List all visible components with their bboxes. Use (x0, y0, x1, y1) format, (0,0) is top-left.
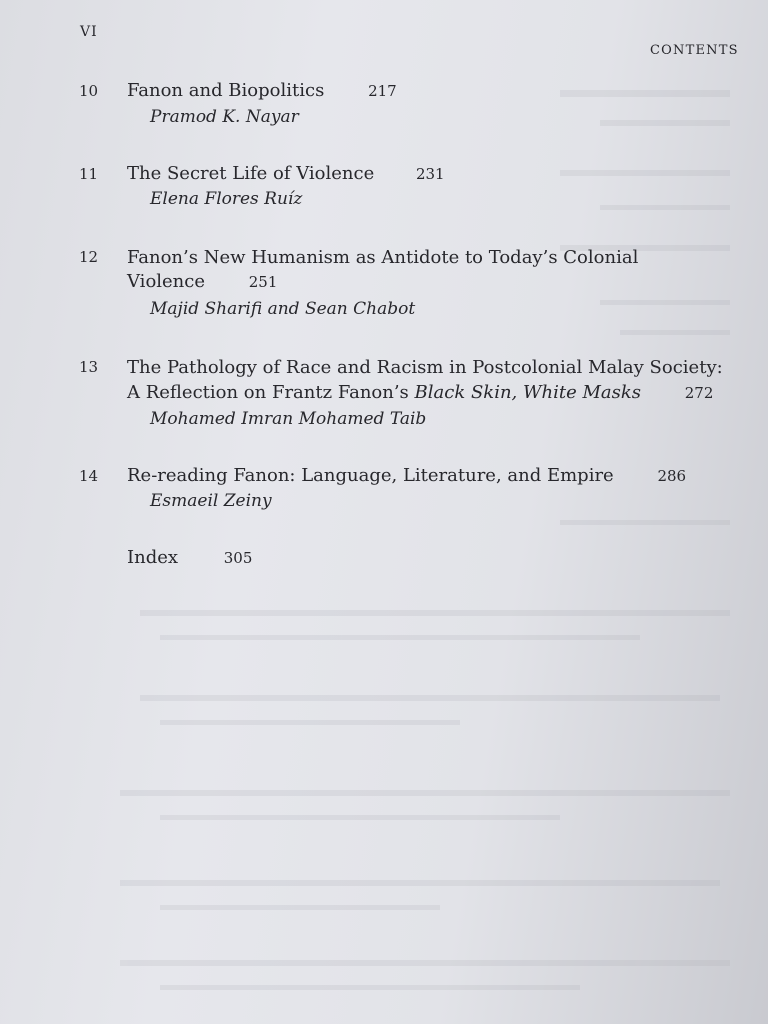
chapter-title (127, 463, 686, 489)
chapter-page-number: 217 (368, 82, 397, 100)
chapter-title-text: The Secret Life of Violence (127, 163, 375, 184)
chapter-title-line-1: The Pathology of Race and Racism in Postcolonial Malay Society: (127, 357, 723, 378)
chapter-title-text: Violence (127, 271, 206, 292)
chapter-author: Mohamed Imran Mohamed Taib (150, 409, 427, 429)
chapter-number: 13 (79, 358, 99, 376)
index-page-number: 305 (223, 549, 253, 567)
chapter-title-line-2 (127, 269, 277, 295)
chapter-page-number: 251 (248, 273, 278, 291)
chapter-title-text: Re-reading Fanon: Language, Literature, and Empire (127, 465, 614, 486)
chapter-title (127, 161, 445, 187)
chapter-page-number: 231 (415, 165, 445, 183)
chapter-number: 14 (79, 467, 99, 485)
chapter-title-line-2 (127, 380, 713, 406)
chapter-number: 10 (79, 82, 99, 100)
chapter-author: Esmaeil Zeiny (150, 491, 272, 511)
chapter-title-text: A Reflection on Frantz Fanon’s (127, 382, 415, 403)
chapter-title (127, 78, 397, 104)
index-label: Index (127, 547, 179, 568)
page-folio: VI (80, 24, 98, 40)
chapter-title-italic: Black Skin, White Masks (414, 382, 641, 403)
chapter-author: Pramod K. Nayar (150, 107, 299, 127)
chapter-page-number: 286 (657, 467, 687, 485)
chapter-title-line-1: Fanon’s New Humanism as Antidote to Today’s Colonial (127, 247, 639, 268)
index-title (127, 545, 252, 571)
chapter-author: Majid Sharifi and Sean Chabot (150, 299, 416, 319)
chapter-number: 12 (79, 248, 99, 266)
chapter-page-number: 272 (684, 384, 714, 402)
chapter-title-text: Fanon and Biopolitics (127, 80, 325, 101)
chapter-number: 11 (79, 165, 99, 183)
chapter-author: Elena Flores Ruíz (150, 189, 303, 209)
running-head: CONTENTS (650, 43, 739, 58)
